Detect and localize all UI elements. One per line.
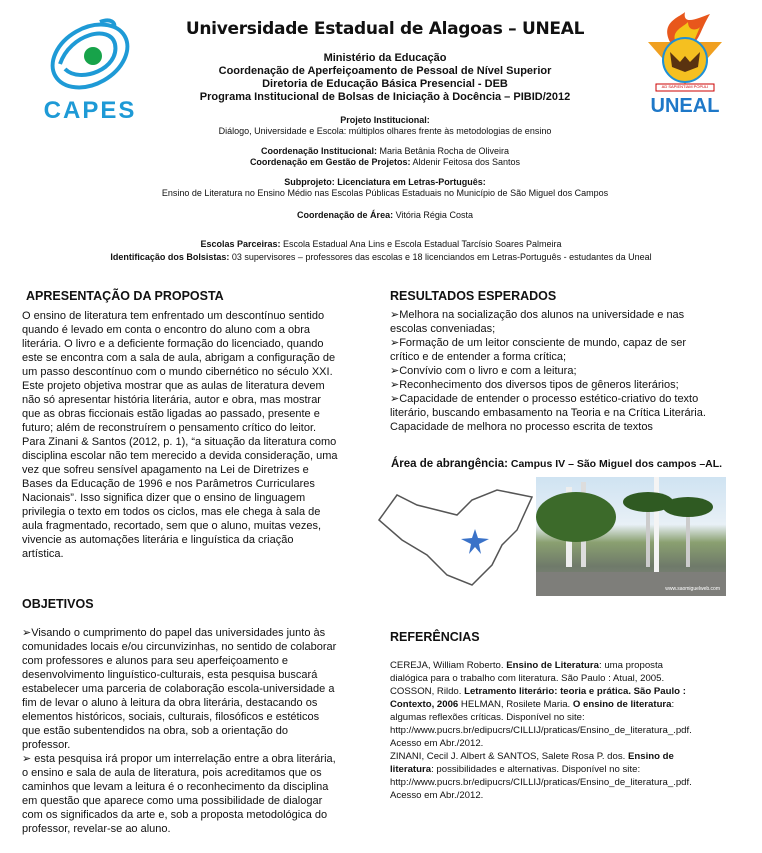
result-item: literário, buscando embasamento na Teoria e na Crítica Literária. (390, 407, 706, 419)
header-line: Coordenação de Aperfeiçoamento de Pessoal de Nível Superior (218, 65, 552, 77)
text-line: Nacionais”. Isso significa dizer que o ensino de linguagem (22, 492, 306, 504)
reference-line: dialógica para o trabalho com literatura. São Paulo : Atual, 2005. (390, 673, 665, 684)
photo-caption: www.saomiguelweb.com (665, 586, 720, 592)
reference-line: http://www.pucrs.br/edipucrs/CILLIJ/praticas/Ensino_de_literatura_.pdf. (390, 777, 692, 788)
text-line: Este projeto objetiva mostrar que as aulas de literatura devem (22, 380, 325, 392)
text-line: em questão que aparece como uma possibilidade de dialogar (22, 795, 323, 807)
coord-inst-label: Coordenação Institucional: (260, 146, 377, 156)
result-item: escolas conveniadas; (390, 323, 496, 335)
reference-line: Acesso em Abr./2012. (390, 738, 484, 749)
text-line: este se encontra com a sala de aula, abrigam a configuração de (22, 352, 336, 364)
reference-line: literatura: possibilidades e alternativas. Disponível no site: (390, 764, 641, 775)
text-line: professor, revelar-se ao aluno. (22, 823, 171, 835)
objetivos-heading: OBJETIVOS (22, 597, 94, 611)
result-item: ➢Melhora na socialização dos alunos na universidade e nas (390, 309, 685, 321)
area-label: Área de abrangência: (391, 458, 508, 470)
result-item: crítico e de entender a forma crítica; (390, 351, 567, 363)
header-line: Programa Institucional de Bolsas de Iniciação à Docência – PIBID/2012 (199, 91, 571, 103)
area-abrangencia (391, 458, 722, 470)
text-line: caminhos que levam a leitura é o reconhecimento da disciplina (22, 781, 329, 793)
resultados-heading: RESULTADOS ESPERADOS (390, 289, 557, 303)
text-line: com os significados da arte e, sob a proposta metodológica do (22, 809, 328, 821)
apresentacao-heading: APRESENTAÇÃO DA PROPOSTA (26, 289, 224, 303)
text-line: o ensino e sala de aula de literatura, pois acreditamos que os (22, 767, 322, 779)
text-line: Bases da Educação de 1996 e nos Parâmetros Curriculares (22, 478, 315, 490)
uneal-emblem-icon (640, 12, 730, 92)
coord-gest-value: Aldenir Feitosa dos Santos (410, 157, 521, 167)
uneal-motto: AD SAPIENTIAM POPULI (661, 84, 709, 89)
text-line: ➢Visando o cumprimento do papel das universidades junto às (22, 627, 326, 639)
alagoas-map (377, 485, 537, 590)
result-item: ➢Reconhecimento dos diversos tipos de gêneros literários; (390, 379, 679, 391)
reference-line: COSSON, Rildo. Letramento literário: teoria e prática. São Paulo : (390, 686, 686, 697)
header-institutions (150, 52, 620, 104)
text-line: Para Zinani & Santos (2012, p. 1), “a situação da literatura como (22, 436, 337, 448)
text-line: futuro; além de reconstruírem o pensamento crítico do leitor. (22, 422, 317, 434)
objetivos-text (22, 626, 372, 836)
header-line: Ministério da Educação (323, 52, 447, 64)
result-item: ➢Convívio com o livro e com a leitura; (390, 365, 577, 377)
uneal-logo-text: UNEAL (650, 95, 720, 117)
text-line: vez que sofreu sensível apagamento na Lei de Diretrizes e (22, 464, 309, 476)
text-line: artística. (22, 548, 64, 560)
capes-logo (40, 14, 140, 124)
subprojeto-label: Subprojeto: Licenciatura em Letras-Português: (284, 177, 486, 187)
reference-line: algumas reflexões críticas. Disponível no site: (390, 712, 585, 723)
escolas-label: Escolas Parceiras: (200, 239, 281, 249)
resultados-text (390, 308, 750, 434)
text-line: vivencie as automações literária e linguística da criação (22, 534, 294, 546)
page-title: Universidade Estadual de Alagoas – UNEAL (185, 19, 585, 39)
text-line: quando é levado em conta o encontro do aluno com a obra (22, 324, 311, 336)
capes-emblem-icon (40, 14, 140, 94)
header-line: Diretoria de Educação Básica Presencial - DEB (262, 78, 508, 90)
referencias-heading: REFERÊNCIAS (390, 630, 480, 644)
partners-info (0, 239, 762, 263)
result-item: ➢Capacidade de entender o processo estético-criativo do texto (390, 393, 699, 405)
text-line: não só apresentar história literária, autor e obra, mas mostrar (22, 394, 321, 406)
apresentacao-text (22, 309, 372, 561)
coord-inst-value: Maria Betânia Rocha de Oliveira (376, 146, 510, 156)
reference-line: Acesso em Abr./2012. (390, 790, 484, 801)
reference-line: Contexto, 2006 HELMAN, Rosilete Maria. O ensino de literatura: (390, 699, 675, 710)
text-line: elementos históricos, sociais, culturais, filosóficos e estéticos (22, 711, 320, 723)
projeto-label: Projeto Institucional: (340, 115, 430, 125)
coord-area-label: Coordenação de Área: (297, 210, 394, 220)
text-line: um passo descontínuo com o mundo cibernético no século XXI. (22, 366, 333, 378)
result-item: ➢Formação de um leitor consciente de mundo, capaz de ser (390, 337, 686, 349)
text-line: com professores e alunos para seu aperfeiçoamento e (22, 655, 288, 667)
text-line: ➢ esta pesquisa irá propor um interrelação entre a obra literária, (22, 753, 336, 765)
text-line: comunidades locais e/ou circunvizinhas, no sentido de colaborar (22, 641, 337, 653)
capes-logo-text: CAPES (43, 97, 137, 124)
text-line: aula fragmentado, recortado, sem que o aluno, muitas vezes, (22, 520, 322, 532)
text-line: privilegia o texto em todos os ciclos, mas ele chega à sala de (22, 506, 321, 518)
text-line: O ensino de literatura tem enfrentado um descontínuo sentido (22, 310, 325, 322)
referencias-list (390, 659, 752, 802)
bolsistas-label: Identificação dos Bolsistas: (110, 252, 230, 262)
reference-line: http://www.pucrs.br/edipucrs/CILLIJ/praticas/Ensino_de_literatura_.pdf. (390, 725, 692, 736)
coord-gest-label: Coordenação em Gestão de Projetos: (249, 157, 411, 167)
bolsistas-value: 03 supervisores – professores das escolas e 18 licenciandos em Letras-Português - estudantes da Uneal (229, 252, 652, 262)
text-line: disciplina escolar não tem merecido a devida consideração, uma (22, 450, 338, 462)
reference-line: ZINANI, Cecil J. Albert & SANTOS, Salete Rosa P. dos. Ensino de (390, 751, 674, 762)
reference-line: CEREJA, William Roberto. Ensino de Literatura: uma proposta (390, 660, 663, 671)
result-item: Capacidade de melhora no processo escrita de textos (390, 421, 653, 433)
text-line: que estão subentendidos na obra, sob a orientação do (22, 725, 289, 737)
text-line: fim de levar o aluno à leitura da obra literária, destacando os (22, 697, 318, 709)
uneal-logo (640, 12, 730, 117)
subprojeto-value: Ensino de Literatura no Ensino Médio nas Escolas Públicas Estaduais no Município de São Miguel dos Campos (161, 188, 609, 198)
area-value: Campus IV – São Miguel dos campos –AL. (507, 458, 723, 470)
projeto-value: Diálogo, Universidade e Escola: múltiplos olhares frente às metodologias de ensino (218, 126, 552, 136)
text-line: desenvolvimento linguístico-culturais, esta pesquisa buscará (22, 669, 318, 681)
palm-trees-icon (536, 477, 726, 596)
escolas-value: Escola Estadual Ana Lins e Escola Estadual Tarcísio Soares Palmeira (280, 239, 562, 249)
project-info (150, 115, 620, 221)
text-line: professor. (22, 739, 71, 751)
coord-area-value: Vitória Régia Costa (393, 210, 473, 220)
text-line: literária. O livro e a deficiente formação do licenciado, quando (22, 338, 324, 350)
text-line: que as obras ficcionais estão ligadas ao passado, presente e (22, 408, 320, 420)
text-line: estabelecer uma parceria de colaboração escola-universidade a (22, 683, 335, 695)
campus-photo (536, 477, 726, 596)
